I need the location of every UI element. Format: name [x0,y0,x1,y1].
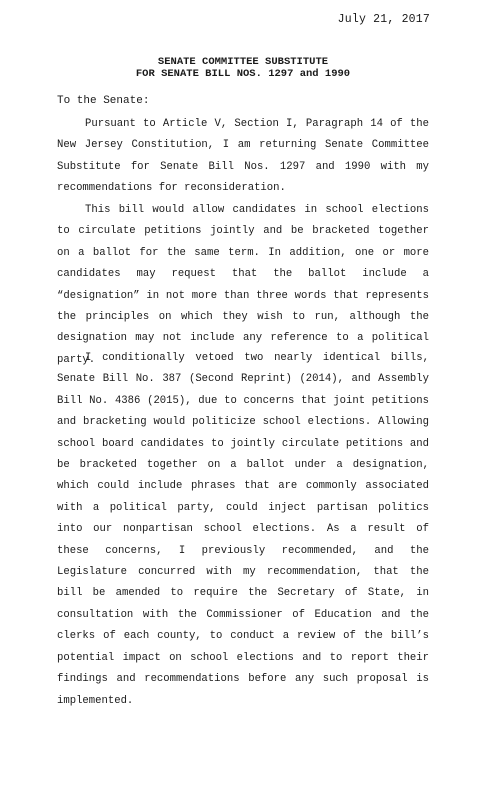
paragraph-2: This bill would allow candidates in school elections to circulate petitions jointly and be bracketed together on a ballot for the same term. In addition, one or more candidates may request that the ballot include a “designation” in not more than three words that represents the principles on which they wish to run, although the designation may not include any reference to a political party. [57,204,429,366]
paragraph-3: I conditionally vetoed two nearly identical bills, Senate Bill No. 387 (Second Reprint) (2014), and Assembly Bill No. 4386 (2015), due to concerns that joint petitions and bracketing would politicize school elections. Allowing school board candidates to jointly circulate petitions and be bracketed together on a ballot under a designation, which could include phrases that are commonly associated with a political party, could inject partisan politics into our nonpartisan school elections. As a result of these concerns, I previously recommended, and the Legislature concurred with my recommendation, that the bill be amended to require the Secretary of State, in consultation with the Commissioner of Education and the clerks of each county, to conduct a review of the bill’s potential impact on school elections and to report their findings and recommendations before any such proposal is implemented. [57,352,429,707]
salutation: To the Senate: [57,95,150,107]
title-line-1: SENATE COMMITTEE SUBSTITUTE [157,56,329,68]
document-title [0,56,486,80]
title-line-2: FOR SENATE BILL NOS. 1297 and 1990 [135,68,351,80]
paragraph-1: Pursuant to Article V, Section I, Paragraph 14 of the New Jersey Constitution, I am returning Senate Committee Substitute for Senate Bill Nos. 1297 and 1990 with my recommendations for reconsideration. [57,118,429,195]
document-date: July 21, 2017 [337,13,430,26]
